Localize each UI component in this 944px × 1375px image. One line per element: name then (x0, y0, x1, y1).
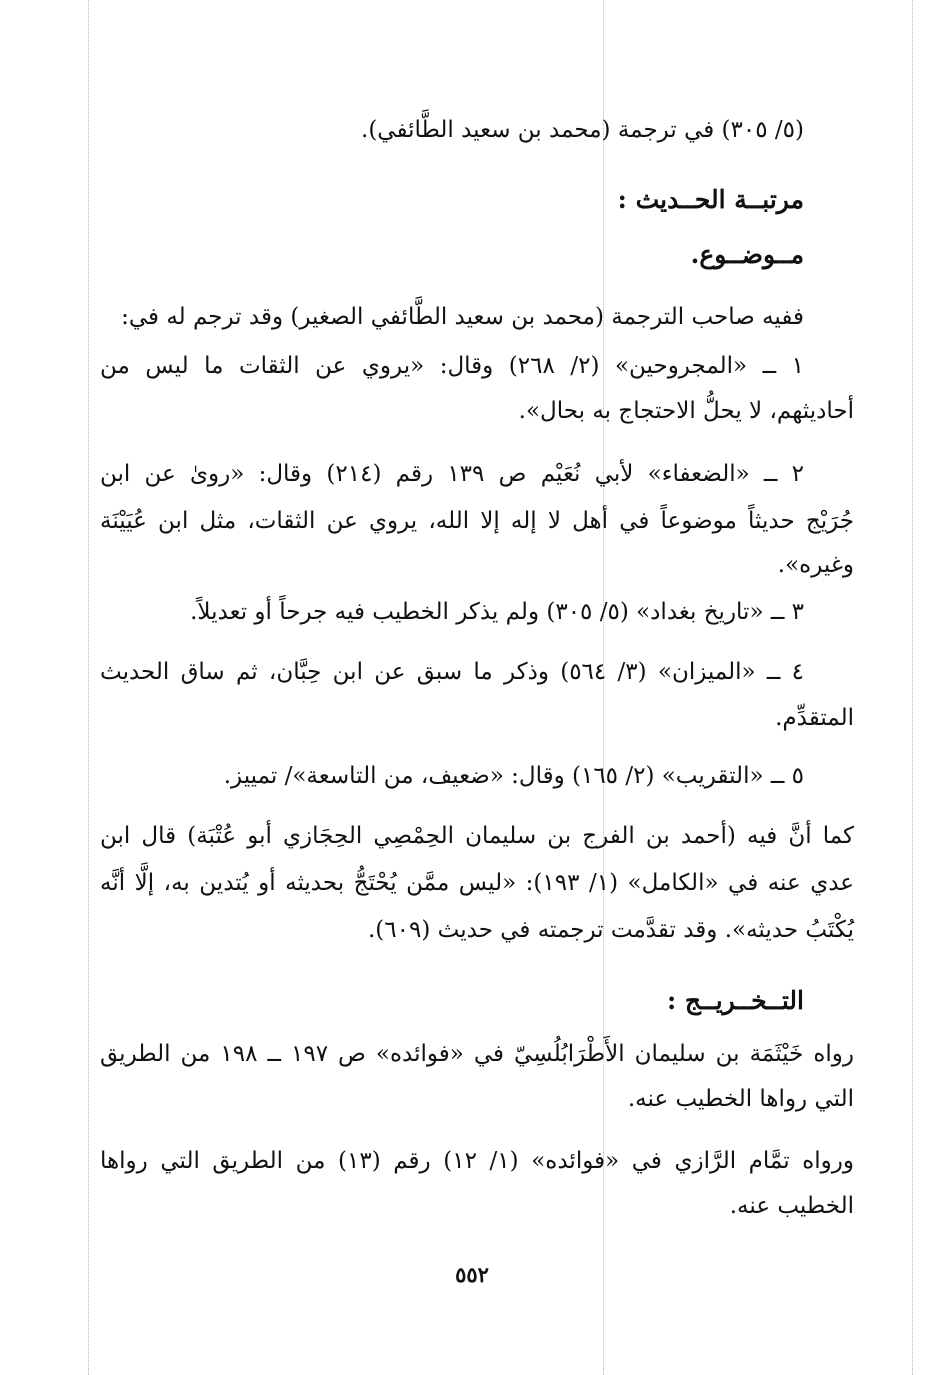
list-item-2-cont: وغيره». (777, 552, 854, 578)
scan-artifact-line (912, 0, 913, 1375)
list-item-4-cont: المتقدِّم. (775, 705, 854, 731)
text-line: ففيه صاحب الترجمة (محمد بن سعيد الطَّائفي الصغير) وقد ترجم له في: (121, 304, 804, 330)
section-heading-takhrij: التــخــريــج : (666, 986, 804, 1015)
text-line: يُكْتَبُ حديثه». وقد تقدَّمت ترجمته في حديث (٦٠٩). (368, 917, 854, 943)
text-line: كما أنَّ فيه (أحمد بن الفرج بن سليمان الحِمْصِي الحِجَازي أبو عُتْبَة) قال ابن (100, 823, 854, 849)
text-line: عدي عنه في «الكامل» (١/ ١٩٣): «ليس ممَّن يُحْتَجُّ بحديثه أو يُتدين به، إلَّا أنَّه (100, 870, 855, 896)
text-line: رواه خَيْثَمَة بن سليمان الأَطْرَابُلُسِيّ في «فوائده» ص ١٩٧ ــ ١٩٨ من الطريق (100, 1041, 854, 1067)
hadith-grade-value: مــوضــوع. (690, 240, 804, 269)
list-item-4: ٤ ــ «الميزان» (٣/ ٥٦٤) وذكر ما سبق عن ابن حِبَّان، ثم ساق الحديث (100, 659, 804, 685)
scan-artifact-line (88, 0, 89, 1375)
list-item-1-cont: أحاديثهم، لا يحلُّ الاحتجاج به بحال». (518, 398, 854, 424)
list-item-2-cont: جُرَيْج حديثاً موضوعاً في أهل لا إله إلا الله، يروي عن الثقات، مثل ابن عُيَيْنَة (100, 508, 854, 534)
section-heading-hadith-grade: مرتبــة الحــديث : (617, 185, 804, 214)
text-line: التي رواها الخطيب عنه. (627, 1086, 854, 1112)
text-line: (٥/ ٣٠٥) في ترجمة (محمد بن سعيد الطَّائفي). (361, 117, 804, 143)
list-item-2: ٢ ــ «الضعفاء» لأبي نُعَيْم ص ١٣٩ رقم (٢١٤) وقال: «روىٰ عن ابن (100, 461, 805, 487)
list-item-3: ٣ ــ «تاريخ بغداد» (٥/ ٣٠٥) ولم يذكر الخطيب فيه جرحاً أو تعديلاً. (190, 599, 804, 625)
text-line: ورواه تمَّام الرَّازي في «فوائده» (١/ ١٢) رقم (١٣) من الطريق التي رواها (100, 1148, 854, 1174)
page-number: ٥٥٢ (455, 1262, 489, 1287)
list-item-5: ٥ ــ «التقريب» (٢/ ١٦٥) وقال: «ضعيف، من التاسعة»/ تمييز. (223, 763, 804, 789)
list-item-1: ١ ــ «المجروحين» (٢/ ٢٦٨) وقال: «يروي عن الثقات ما ليس من (100, 353, 804, 379)
text-line: الخطيب عنه. (729, 1193, 854, 1219)
